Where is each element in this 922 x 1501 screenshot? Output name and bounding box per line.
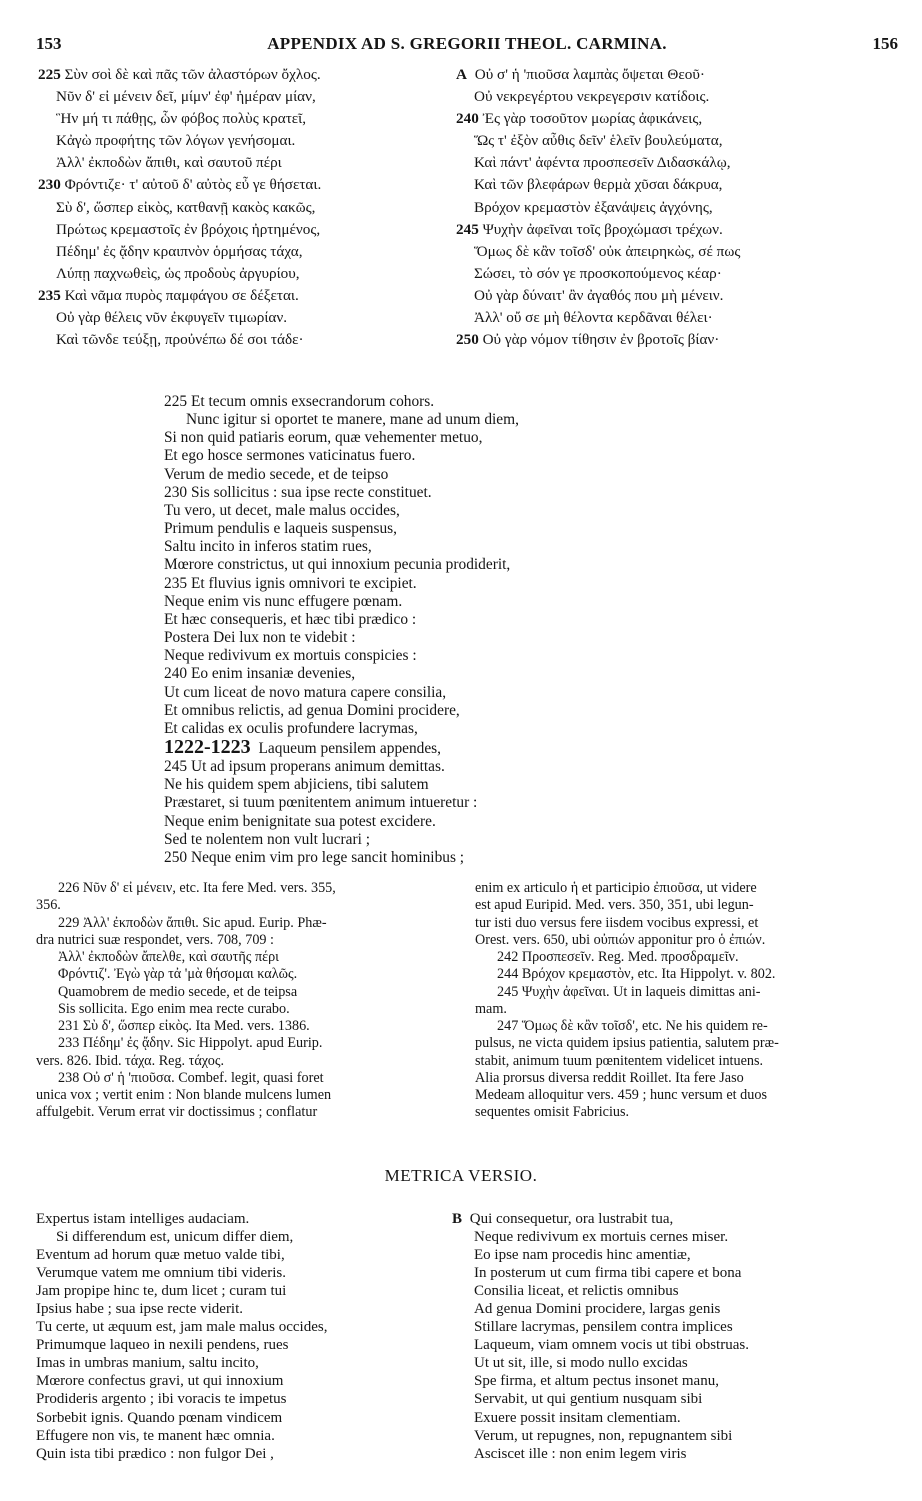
verse-text: Νῦν δ' εἰ μένειν δεῖ, μίμν' ἐφ' ἡμέραν μίαν, xyxy=(56,88,316,106)
verse-line xyxy=(38,329,438,351)
metrica-text: In posterum ut cum firma tibi capere et bona xyxy=(474,1265,742,1282)
verse-text: Καὶ πάντ' ἀφέντα προσπεσεῖν Διδασκάλῳ, xyxy=(474,154,731,172)
verse-line xyxy=(456,307,896,329)
verse-text: Σώσει, τὸ σόν γε προσκοπούμενος κέαρ· xyxy=(474,264,722,282)
note-line: 247 Ὅμως δὲ κἂν τοῖσδ', etc. Ne his quidem re- xyxy=(497,1018,768,1034)
verse-line xyxy=(38,197,438,219)
verse-text: Πέδημ' ἐς ᾄδην κραιπνὸν ὁρμήσας τάχα, xyxy=(56,242,303,260)
verse-text: Ψυχὴν ἀφεῖναι τοῖς βροχώμασι τρέχων. xyxy=(482,220,723,238)
verse-number: 225 xyxy=(38,66,61,83)
note-line: Φρόντιζ'. Ἐγὼ γὰρ τἀ 'μὰ θήσομαι καλῶς. xyxy=(58,966,298,983)
note-line: 244 Βρόχον κρεμαστὸν, etc. Ita Hippolyt. v. 802. xyxy=(497,966,776,983)
metrica-line: Si differendum est, unicum differ diem, xyxy=(56,1229,294,1246)
note-line: 229 Ἀλλ' ἐκποδὼν ἄπιθι. Sic apud. Eurip. Phæ- xyxy=(58,914,327,931)
verse-text: Κἀγὼ προφήτης τῶν λόγων γενήσομαι. xyxy=(56,132,296,150)
note-line: pulsus, ne victa quidem ipsius patientia, salutem præ- xyxy=(475,1035,779,1052)
verse-number: 230 xyxy=(38,176,61,194)
note-line: 231 Σὺ δ', ὥσπερ εἰκὸς. Ita Med. vers. 1386. xyxy=(58,1018,310,1034)
metrica-text: Ut ut sit, ille, si modo nullo excidas xyxy=(474,1355,688,1372)
metrica-line: Effugere non vis, te manent hæc omnia. xyxy=(36,1427,275,1444)
verse-line xyxy=(456,329,896,351)
verse-number: 235 xyxy=(164,574,188,592)
translation-text: Et hæc consequeris, et hæc tibi prædico : xyxy=(164,610,417,628)
note-line: Orest. vers. 650, ubi οὐπιών apponitur pro ὁ ἐπιών. xyxy=(475,931,766,948)
translation-line xyxy=(164,538,764,556)
note-line: 242 Προσπεσεῖν. Reg. Med. προσδραμεῖν. xyxy=(497,949,739,965)
verse-line xyxy=(456,241,896,263)
translation-line xyxy=(164,647,764,665)
translation-line xyxy=(164,520,764,538)
translation-line xyxy=(164,738,764,758)
verse-line xyxy=(38,219,438,241)
verse-text: Οὐ γὰρ δύναιτ' ἂν ἀγαθός που μὴ μένειν. xyxy=(474,286,724,304)
metrica-line: Jam propipe hinc te, dum licet ; curam tui xyxy=(36,1283,287,1300)
translation-line xyxy=(164,429,764,447)
metrica-right-column xyxy=(452,1210,902,1463)
verse-number: 240 xyxy=(456,110,479,128)
metrica-line xyxy=(452,1228,902,1246)
metrica-text: Exuere possit insitam clementiam. xyxy=(474,1409,681,1426)
verse-text: Ἐς γὰρ τοσοῦτον μωρίας ἀφικάνεις, xyxy=(482,110,703,128)
metrica-text: Eo ipse nam procedis hinc amentiæ, xyxy=(474,1247,691,1264)
verse-text: Ἣν μή τι πάθῃς, ὧν φόβος πολὺς κρατεῖ, xyxy=(56,110,307,128)
translation-line xyxy=(164,556,764,574)
translation-text: Ut cum liceat de novo matura capere consilia, xyxy=(164,683,447,701)
translation-text: Sis sollicitus : sua ipse recte constituet. xyxy=(190,483,432,501)
margin-letter: A xyxy=(456,66,467,83)
note-line: 226 Νῦν δ' εἰ μένειν, etc. Ita fere Med. vers. 355, xyxy=(58,880,336,896)
verse-line xyxy=(38,263,438,285)
verse-line xyxy=(456,86,896,108)
metrica-text: Verum, ut repugnes, non, repugnantem sibi xyxy=(474,1427,733,1444)
verse-text: Λύπῃ παχνωθεὶς, ὡς προδοὺς ἀργυρίου, xyxy=(56,264,300,282)
verse-text: Σὺ δ', ὥσπερ εἰκὸς, κατθανῇ κακὸς κακῶς, xyxy=(56,198,316,216)
latin-translation xyxy=(164,393,764,867)
verse-text: Ὅμως δὲ κἂν τοῖσδ' οὐκ ἀπειρηκὼς, σέ πως xyxy=(474,242,741,260)
metrica-text: Consilia liceat, et relictis omnibus xyxy=(474,1283,679,1300)
verse-line xyxy=(456,174,896,196)
verse-line xyxy=(38,307,438,329)
note-line: enim ex articulo ἡ et participio ἐπιοῦσα, ut videre xyxy=(475,880,757,896)
notes-left-column xyxy=(36,880,448,1122)
translation-text: Neque redivivum ex mortuis conspicies : xyxy=(164,647,417,665)
translation-line xyxy=(164,502,764,520)
verse-number: 230 xyxy=(164,483,188,501)
note-line: unica vox ; vertit enim : Non blande mulcens lumen xyxy=(36,1087,332,1103)
metrica-line xyxy=(452,1246,902,1264)
verse-number: 245 xyxy=(164,758,188,776)
metrica-line xyxy=(452,1300,902,1318)
metrica-line: Verumque vatem me omnium tibi videris. xyxy=(36,1265,286,1282)
verse-line xyxy=(38,285,438,307)
translation-text: Tu vero, ut decet, male malus occides, xyxy=(164,501,400,519)
verse-text: Σὺν σοὶ δὲ καὶ πᾶς τῶν ἀλαστόρων ὄχλος. xyxy=(64,66,321,83)
verse-number: 235 xyxy=(38,286,61,304)
translation-line xyxy=(164,813,764,831)
translation-text: Saltu incito in inferos statim rues, xyxy=(164,538,372,556)
verse-line xyxy=(456,108,896,130)
verse-text: Καὶ τῶνδε τεύξῃ, προὐνέπω δέ σοι τάδε· xyxy=(56,331,304,349)
note-line: Ἀλλ' ἐκποδὼν ἄπελθε, καὶ σαυτῆς πέρι xyxy=(58,949,279,965)
verse-line xyxy=(38,241,438,263)
translation-line xyxy=(164,611,764,629)
verse-line xyxy=(456,152,896,174)
note-line: sequentes omisit Fabricius. xyxy=(475,1104,630,1121)
translation-line xyxy=(164,758,764,776)
verse-text: Οὐ σ' ἡ 'πιοῦσα λαμπὰς ὄψεται Θεοῦ· xyxy=(474,66,705,83)
note-line: mam. xyxy=(475,1000,507,1017)
note-line: 238 Οὐ σ' ἡ 'πιοῦσα. Combef. legit, quasi foret xyxy=(58,1069,324,1086)
translation-text: Verum de medio secede, et de teipso xyxy=(164,465,389,483)
verse-number: 225 xyxy=(164,393,188,410)
verse-text: Φρόντιζε· τ' αὐτοῦ δ' αὐτὸς εὖ γε θήσεται. xyxy=(64,176,322,194)
verse-line xyxy=(456,219,896,241)
note-line: affulgebit. Verum errat vir doctissimus ; conflatur xyxy=(36,1104,318,1121)
translation-text: Et ego hosce sermones vaticinatus fuero. xyxy=(164,447,416,465)
note-line: Alia prorsus diversa reddit Roillet. Ita fere Jaso xyxy=(475,1069,744,1086)
verse-text: Οὐ νεκρεγέρτου νεκρεγερσιν κατίδοις. xyxy=(474,88,710,106)
translation-text: Nunc igitur si oportet te manere, mane ad unum diem, xyxy=(186,411,519,429)
metrica-line: Eventum ad horum quæ metuo valde tibi, xyxy=(36,1247,285,1264)
note-line: Quamobrem de medio secede, et de teipsa xyxy=(58,983,298,1000)
metrica-line xyxy=(452,1354,902,1372)
metrica-line: Prodideris argento ; ibi voracis te impetus xyxy=(36,1391,287,1408)
verse-text: Ἀλλ' οὔ σε μὴ θέλοντα κερδᾶναι θέλει· xyxy=(474,309,713,327)
metrica-text: Neque redivivum ex mortuis cernes miser. xyxy=(474,1229,729,1246)
verse-text: Καὶ νᾶμα πυρὸς παμφάγου σε δέξεται. xyxy=(64,286,299,304)
metrica-line xyxy=(452,1282,902,1300)
translation-line xyxy=(164,411,764,429)
translation-text: Et fluvius ignis omnivori te excipiet. xyxy=(190,574,417,592)
metrica-text: Spe firma, et altum pectus insonet manu, xyxy=(474,1373,719,1390)
metrica-line: Ipsius habe ; sua ipse recte viderit. xyxy=(36,1301,244,1318)
verse-number: 240 xyxy=(164,665,188,683)
note-line: Sis sollicita. Ego enim mea recte curabo. xyxy=(58,1000,290,1017)
metrica-line xyxy=(452,1390,902,1408)
verse-line xyxy=(456,197,896,219)
metrica-text: Stillare lacrymas, pensilem contra implices xyxy=(474,1319,733,1336)
greek-text-left-column xyxy=(38,64,438,351)
translation-line xyxy=(164,794,764,812)
verse-line xyxy=(38,64,438,86)
note-line: dra nutrici suæ respondet, vers. 708, 709 : xyxy=(36,931,274,948)
metrica-line: Primumque laqueo in nexili pendens, rues xyxy=(36,1337,289,1354)
verse-number: 250 xyxy=(456,331,479,349)
translation-text: Laqueum pensilem appendes, xyxy=(258,739,442,757)
translation-line xyxy=(164,593,764,611)
metrica-line: Sorbebit ignis. Quando pœnam vindicem xyxy=(36,1409,283,1426)
metrica-versio-heading: METRICA VERSIO. xyxy=(384,1166,538,1185)
translation-line xyxy=(164,831,764,849)
metrica-line: Expertus istam intelliges audaciam. xyxy=(36,1211,250,1227)
page-number-left: 153 xyxy=(36,34,62,53)
verse-line xyxy=(38,86,438,108)
verse-number: 245 xyxy=(456,220,479,238)
column-number: 1222-1223 xyxy=(164,737,251,758)
metrica-line xyxy=(452,1372,902,1390)
verse-text: Οὐ γὰρ θέλεις νῦν ἐκφυγεῖν τιμωρίαν. xyxy=(56,309,288,327)
metrica-line xyxy=(452,1318,902,1336)
metrica-text: Servabit, ut qui gentium nusquam sibi xyxy=(474,1391,703,1408)
note-line: Medeam alloquitur vers. 459 ; hunc versum et duos xyxy=(475,1087,767,1103)
translation-line xyxy=(164,665,764,683)
metrica-text: Laqueum, viam omnem vocis ut tibi obstruas. xyxy=(474,1337,749,1354)
translation-line xyxy=(164,466,764,484)
greek-text-right-column xyxy=(456,64,896,351)
metrica-line xyxy=(452,1210,902,1228)
translation-text: Et calidas ex oculis profundere lacrymas, xyxy=(164,719,418,737)
verse-line xyxy=(456,263,896,285)
translation-line xyxy=(164,849,764,867)
metrica-line: Mœrore confectus gravi, ut qui innoxium xyxy=(36,1373,284,1390)
running-title: APPENDIX AD S. GREGORII THEOL. CARMINA. xyxy=(267,34,667,53)
translation-line xyxy=(164,684,764,702)
note-line: 245 Ψυχὴν ἀφεῖναι. Ut in laqueis dimittas ani- xyxy=(497,983,761,1000)
translation-text: Neque enim vis nunc effugere pœnam. xyxy=(164,592,403,610)
metrica-text: Asciscet ille : non enim legem viris xyxy=(474,1445,687,1462)
verse-line xyxy=(38,152,438,174)
page-number-right: 156 xyxy=(872,34,898,53)
translation-line xyxy=(164,702,764,720)
translation-text: Eo enim insaniæ devenies, xyxy=(190,665,356,683)
metrica-line xyxy=(452,1264,902,1282)
translation-text: Postera Dei lux non te videbit : xyxy=(164,629,356,647)
metrica-line xyxy=(452,1409,902,1427)
translation-line xyxy=(164,776,764,794)
note-line: 356. xyxy=(36,897,61,914)
metrica-line xyxy=(452,1336,902,1354)
translation-text: Et omnibus relictis, ad genua Domini procidere, xyxy=(164,701,460,719)
translation-line xyxy=(164,393,764,411)
margin-letter: B xyxy=(452,1211,463,1227)
translation-text: Sed te nolentem non vult lucrari ; xyxy=(164,830,371,848)
translation-line xyxy=(164,720,764,738)
translation-line xyxy=(164,484,764,502)
translation-text: Si non quid patiaris eorum, quæ vehementer metuo, xyxy=(164,429,483,447)
note-line: stabit, animum tuum pœnitentem videlicet intuens. xyxy=(475,1052,764,1069)
verse-text: Πρώτως κρεμαστοῖς ἐν βρόχοις ἠρτημένος, xyxy=(56,220,321,238)
verse-text: Ἀλλ' ἐκποδὼν ἄπιθι, καὶ σαυτοῦ πέρι xyxy=(56,154,282,172)
translation-text: Ne his quidem spem abjiciens, tibi salutem xyxy=(164,776,429,794)
metrica-line: Quin ista tibi prædico : non fulgor Dei , xyxy=(36,1445,274,1462)
running-header xyxy=(36,34,898,58)
metrica-left-column xyxy=(36,1210,446,1463)
verse-line xyxy=(456,64,896,86)
verse-line xyxy=(456,285,896,307)
verse-text: Οὐ γὰρ νόμον τίθησιν ἐν βροτοῖς βίαν· xyxy=(482,331,720,349)
translation-text: Et tecum omnis exsecrandorum cohors. xyxy=(190,393,435,410)
verse-text: Βρόχον κρεμαστὸν ἐξανάψεις ἀγχόνης, xyxy=(474,198,713,216)
verse-line xyxy=(38,174,438,196)
verse-line xyxy=(38,108,438,130)
verse-line xyxy=(38,130,438,152)
verse-number: 250 xyxy=(164,848,188,866)
metrica-line xyxy=(452,1427,902,1445)
note-line: tur isti duo versus fere iisdem vocibus expressi, et xyxy=(475,914,759,931)
note-line: 233 Πέδημ' ἐς ᾄδην. Sic Hippolyt. apud Eurip. xyxy=(58,1035,323,1052)
translation-text: Ut ad ipsum properans animum demittas. xyxy=(190,758,445,776)
metrica-line: Imas in umbras manium, saltu incito, xyxy=(36,1355,259,1372)
note-line: vers. 826. Ibid. τάχα. Reg. τάχος. xyxy=(36,1052,225,1069)
metrica-text: Ad genua Domini procidere, largas genis xyxy=(474,1301,721,1318)
translation-text: Neque enim benignitate sua potest excidere. xyxy=(164,812,436,830)
translation-text: Mœrore constrictus, ut qui innoxium pecunia prodiderit, xyxy=(164,556,511,574)
translation-text: Neque enim vim pro lege sancit hominibus ; xyxy=(190,848,465,866)
metrica-line: Tu certe, ut æquum est, jam male malus occides, xyxy=(36,1319,328,1336)
translation-line xyxy=(164,447,764,465)
translation-text: Præstaret, si tuum pœnitentem animum intueretur : xyxy=(164,794,478,812)
verse-line xyxy=(456,130,896,152)
verse-text: Ὥς τ' ἐξὸν αὖθις δεῖν' ἑλεῖν βουλεύματα, xyxy=(474,132,723,150)
translation-line xyxy=(164,629,764,647)
translation-text: Primum pendulis e laqueis suspensus, xyxy=(164,520,397,538)
metrica-text: Qui consequetur, ora lustrabit tua, xyxy=(469,1211,674,1227)
verse-text: Καὶ τῶν βλεφάρων θερμὰ χῦσαι δάκρυα, xyxy=(474,176,723,194)
translation-line xyxy=(164,575,764,593)
notes-right-column xyxy=(475,880,897,1122)
note-line: est apud Euripid. Med. vers. 350, 351, ubi legun- xyxy=(475,897,754,914)
metrica-line xyxy=(452,1445,902,1463)
